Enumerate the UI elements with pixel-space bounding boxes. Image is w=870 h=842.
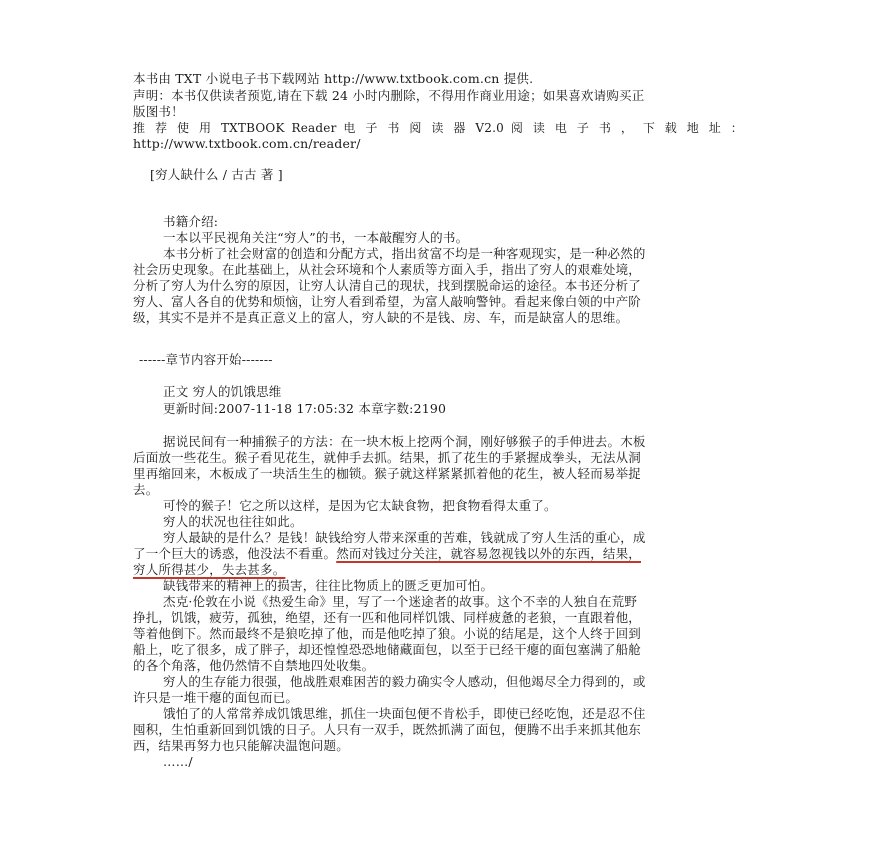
body-line: ……/ (163, 754, 193, 769)
intro-line: 本书分析了社会财富的创造和分配方式，指出贫富不均是一种客观现实，是一种必然的 (163, 246, 646, 261)
body-line: 挣扎，饥饿，疲劳，孤独，绝望，还有一匹和他同样饥饿、同样疲惫的老狼，一直跟着他， (133, 610, 642, 625)
body-line: 的各个角落，他仍然情不自禁地四处收集。 (133, 658, 375, 673)
chapter-marker: ------章节内容开始------- (139, 352, 273, 367)
intro-line: 分析了穷人为什么穷的原因，让穷人认清自己的现状，找到摆脱命运的途径。本书还分析了 (133, 278, 642, 293)
body-line: 可怜的猴子！它之所以这样，是因为它太缺食物，把食物看得太重了。 (163, 498, 557, 513)
body-line: 等着他倒下。然而最终不是狼吃掉了他，而是他吃掉了狼。小说的结尾是，这个人终于回到 (133, 626, 642, 641)
body-line: 据说民间有一种捕猴子的方法：在一块木板上挖两个洞，刚好够猴子的手伸进去。木板 (163, 434, 646, 449)
notice-line-2: 版图书！ (133, 104, 184, 119)
body-line: 饿怕了的人常常养成饥饿思维，抓住一块面包便不肯松手，即使已经吃饱，还是忍不住 (163, 706, 646, 721)
body-line: 穷人最缺的是什么？是钱！缺钱给穷人带来深重的苦难，钱就成了穷人生活的重心，成 (163, 530, 646, 545)
body-line-plain: 了一个巨大的诱惑，他没法不看重。 (133, 546, 337, 561)
chapter-meta: 更新时间:2007-11-18 17:05:32 本章字数:2190 (163, 401, 447, 416)
reader-line-2: http://www.txtbook.com.cn/reader/ (133, 136, 361, 151)
body-line: 穷人的状况也往往如此。 (163, 514, 303, 529)
body-line: 去。 (133, 482, 159, 497)
chapter-title: 正文 穷人的饥饿思维 (163, 384, 282, 399)
intro-line: 穷人、富人各自的优势和烦恼，让穷人看到希望，为富人敲响警钟。看起来像白领的中产阶 (133, 294, 642, 309)
body-line (133, 546, 641, 562)
intro-line: 一本以平民视角关注“穷人”的书，一本敲醒穷人的书。 (163, 230, 469, 245)
underlined-text: 穷人所得甚少，失去甚多。 (133, 562, 286, 577)
body-line: 许只是一堆干瘪的面包而已。 (133, 690, 299, 705)
notice-line-1: 声明：本书仅供读者预览,请在下载 24 小时内删除，不得用作商业用途；如果喜欢请购买正 (133, 88, 645, 103)
underlined-text: 然而对钱过分关注，就容易忽视钱以外的东西，结果， (336, 546, 642, 561)
body-line: 船上，吃了很多，成了胖子，却还惶惶恐恐地储藏面包，以至于已经干瘪的面包塞满了船舱 (133, 642, 642, 657)
body-line: 杰克·伦敦在小说《热爱生命》里，写了一个迷途者的故事。这个不幸的人独自在荒野 (163, 594, 638, 609)
body-line: 后面放一些花生。猴子看见花生，就伸手去抓。结果，抓了花生的手紧握成拳头，无法从洞 (133, 450, 642, 465)
body-line (133, 562, 285, 578)
body-line: 穷人的生存能力很强，他战胜艰难困苦的毅力确实令人感动，但他竭尽全力得到的，或 (163, 674, 646, 689)
body-line: 西，结果再努力也只能解决温饱问题。 (133, 738, 349, 753)
body-line: 里再缩回来，木板成了一块活生生的枷锁。猴子就这样紧紧抓着他的花生，被人轻而易举捉 (133, 466, 642, 481)
source-line: 本书由 TXT 小说电子书下载网站 http://www.txtbook.com.cn 提供. (133, 71, 534, 86)
body-line: 囤积，生怕重新回到饥饿的日子。人只有一双手，既然抓满了面包，便腾不出手来抓其他东 (133, 722, 642, 737)
book-title: [穷人缺什么 / 古古 著 ] (150, 167, 283, 182)
intro-line: 级，其实不是并不是真正意义上的富人，穷人缺的不是钱、房、车，而是缺富人的思维。 (133, 310, 629, 325)
reader-line-1: 推 荐 使 用 TXTBOOK Reader 电 子 书 阅 读 器 V2.0 阅 读 电 子 书 ， 下 载 地 址 ： (133, 121, 743, 135)
intro-line: 社会历史现象。在此基础上，从社会环境和个人素质等方面入手，指出了穷人的艰难处境， (133, 262, 642, 277)
body-line: 缺钱带来的精神上的损害，往往比物质上的匮乏更加可怕。 (163, 578, 494, 593)
intro-heading: 书籍介绍: (163, 214, 219, 229)
